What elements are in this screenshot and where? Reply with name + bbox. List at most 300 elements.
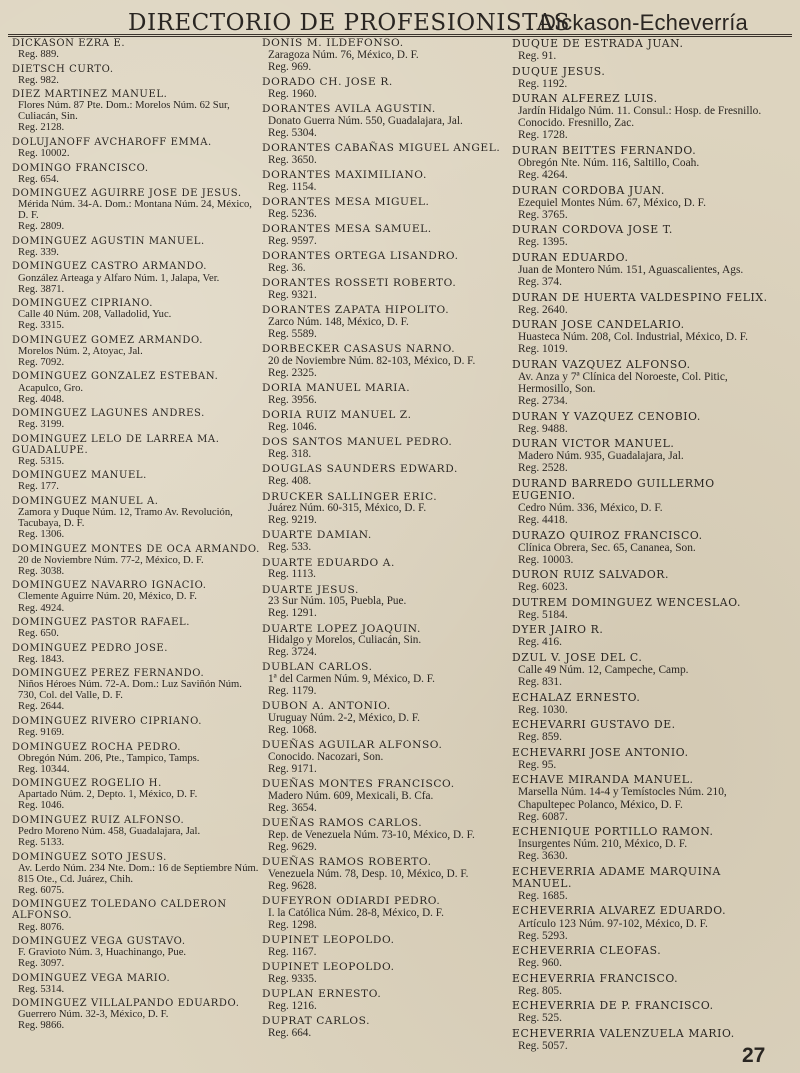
directory-entry: [262, 896, 510, 932]
directory-entry: [262, 989, 510, 1013]
entry-address: Ezequiel Montes Núm. 67, México, D. F.: [518, 196, 706, 209]
entry-address: Niños Héroes Núm. 72-A. Dom.: Luz Saviñón Núm. 730, Col. del Valle, D. F.: [18, 679, 242, 702]
entry-registration: Reg. 374.: [518, 276, 562, 289]
entry-registration: Reg. 2644.: [18, 701, 65, 713]
entry-name: DORIA MANUEL MARIA.: [262, 382, 411, 395]
entry-registration: Reg. 177.: [18, 481, 59, 493]
entry-registration: Reg. 2640.: [518, 303, 568, 316]
directory-entry: [12, 236, 260, 258]
directory-entry: [512, 652, 782, 688]
entry-registration: Reg. 5293.: [518, 929, 568, 942]
entry-name: DOMINGUEZ RIVERO CIPRIANO.: [12, 715, 203, 727]
entry-address: I. la Católica Núm. 28-8, México, D. F.: [268, 906, 444, 919]
entry-registration: Reg. 1154.: [268, 180, 317, 193]
entry-registration: Reg. 3956.: [268, 394, 317, 407]
entry-address: Venezuela Núm. 78, Desp. 10, México, D. F.: [268, 867, 469, 880]
directory-entry: [12, 408, 260, 430]
directory-entry: [262, 464, 510, 488]
directory-entry: [12, 298, 260, 331]
entry-registration: Reg. 654.: [18, 173, 59, 185]
entry-name: ECHENIQUE PORTILLO RAMON.: [512, 825, 714, 839]
directory-entry: [12, 544, 260, 577]
directory-entry: [512, 747, 782, 771]
entry-name: DURON RUIZ SALVADOR.: [512, 568, 670, 582]
entry-name: DORANTES CABAÑAS MIGUEL ANGEL.: [262, 141, 501, 154]
entry-registration: Reg. 9169.: [18, 727, 65, 739]
directory-entry: [12, 163, 260, 185]
entry-registration: Reg. 960.: [518, 957, 562, 970]
entry-registration: Reg. 5133.: [18, 837, 65, 849]
entry-address: Pedro Moreno Núm. 458, Guadalajara, Jal.: [18, 825, 201, 837]
entry-name: DIETSCH CURTO.: [12, 63, 114, 75]
directory-entry: [12, 188, 260, 232]
directory-entry: [512, 359, 782, 407]
entry-name: DORANTES MESA SAMUEL.: [262, 223, 432, 236]
entry-address: Guerrero Núm. 32-3, México, D. F.: [18, 1009, 169, 1021]
entry-address: Marsella Núm. 14-4 y Temístocles Núm. 210, Chapultepec Polanco, México, D. F.: [518, 786, 727, 811]
directory-entry: [512, 597, 782, 621]
entry-name: DUQUE DE ESTRADA JUAN.: [512, 38, 684, 50]
entry-name: DRUCKER SALLINGER ERIC.: [262, 490, 438, 503]
entry-address: Zamora y Duque Núm. 12, Tramo Av. Revolución, Tacubaya, D. F.: [18, 507, 233, 530]
entry-address: Madero Núm. 609, Mexicali, B. Cfa.: [268, 790, 434, 803]
entry-registration: Reg. 1019.: [518, 343, 568, 356]
entry-registration: Reg. 1192.: [518, 77, 568, 90]
directory-entry: [262, 410, 510, 434]
directory-entry: [512, 252, 782, 288]
directory-entry: [12, 716, 260, 738]
entry-registration: Reg. 9321.: [268, 289, 317, 302]
entry-name: DOMINGUEZ ROCHA PEDRO.: [12, 741, 182, 753]
page-header: [0, 4, 800, 34]
entry-address: Rep. de Venezuela Núm. 73-10, México, D. F.: [268, 829, 475, 841]
directory-entry: [512, 1000, 782, 1024]
entry-registration: Reg. 969.: [268, 60, 312, 73]
directory-entry: [12, 89, 260, 133]
directory-entry: [512, 66, 782, 90]
entry-address: González Arteaga y Alfaro Núm. 1, Jalapa, Ver.: [18, 272, 220, 284]
directory-entry: [262, 38, 510, 74]
entry-registration: Reg. 2809.: [18, 221, 65, 233]
entry-registration: Reg. 5314.: [18, 983, 65, 995]
entry-address: Uruguay Núm. 2-2, México, D. F.: [268, 712, 420, 725]
directory-entry: [262, 305, 510, 341]
directory-entry: [262, 818, 510, 854]
entry-registration: Reg. 9629.: [268, 840, 317, 853]
directory-entry: [12, 580, 260, 613]
directory-entry: [262, 224, 510, 248]
directory-entry: [512, 145, 782, 181]
entry-registration: Reg. 339.: [18, 246, 59, 258]
entry-registration: Reg. 1113.: [268, 568, 316, 581]
entry-address: Jardín Hidalgo Núm. 11. Consul.: Hosp. de Fresnillo. Conocido. Fresnillo, Zac.: [518, 105, 762, 130]
directory-entry: [262, 104, 510, 140]
entry-registration: Reg. 3199.: [18, 419, 65, 431]
entry-name: DORANTES ROSSETI ROBERTO.: [262, 277, 457, 290]
directory-entry: [512, 945, 782, 969]
entry-name: DURAN JOSE CANDELARIO.: [512, 318, 685, 332]
entry-registration: Reg. 10003.: [518, 553, 574, 566]
column-3: [512, 38, 782, 1058]
entry-name: DOMINGUEZ LELO DE LARREA MA. GUADALUPE.: [12, 433, 220, 456]
directory-entry: [262, 662, 510, 698]
directory-entry: [262, 344, 510, 380]
entry-address: 1ª del Carmen Núm. 9, México, D. F.: [268, 673, 435, 686]
entry-name: DOMINGO FRANCISCO.: [12, 162, 149, 174]
entry-registration: Reg. 318.: [268, 448, 312, 461]
entry-name: ECHEVARRI GUSTAVO DE.: [512, 718, 676, 732]
entry-name: DUARTE DAMIAN.: [262, 529, 372, 542]
entry-registration: Reg. 831.: [518, 676, 562, 689]
entry-name: DOMINGUEZ ROGELIO H.: [12, 778, 162, 790]
directory-entry: [262, 251, 510, 275]
entry-registration: Reg. 5184.: [518, 608, 568, 621]
entry-name: DORANTES ZAPATA HIPOLITO.: [262, 304, 450, 317]
directory-entry: [512, 185, 782, 221]
entry-registration: Reg. 4924.: [18, 602, 65, 614]
directory-entry: [12, 617, 260, 639]
entry-address: F. Gravioto Núm. 3, Huachinango, Pue.: [18, 947, 187, 959]
entry-registration: Reg. 4048.: [18, 393, 65, 405]
entry-registration: Reg. 650.: [18, 628, 59, 640]
entry-address: Av. Lerdo Núm. 234 Nte. Dom.: 16 de Septiembre Núm. 815 Ote., Cd. Juárez, Chih.: [18, 862, 259, 885]
directory-entry: [262, 962, 510, 986]
directory-entry: [512, 973, 782, 997]
directory-entry: [512, 826, 782, 862]
entry-address: Obregón Núm. 206, Pte., Tampico, Tamps.: [18, 752, 200, 764]
directory-entry: [12, 643, 260, 665]
directory-entry: [262, 530, 510, 554]
entry-registration: Reg. 3097.: [18, 958, 65, 970]
entry-name: DUPINET LEOPOLDO.: [262, 933, 395, 946]
entry-address: Hidalgo y Morelos, Culiacán, Sin.: [268, 634, 422, 647]
column-1: [12, 38, 260, 1058]
directory-entry: [512, 38, 782, 62]
entry-registration: Reg. 1291.: [268, 607, 317, 620]
entry-registration: Reg. 2528.: [518, 462, 568, 475]
entry-address: Huasteca Núm. 208, Col. Industrial, México, D. F.: [518, 331, 749, 344]
entry-registration: Reg. 408.: [268, 475, 312, 488]
entry-address: Mérida Núm. 34-A. Dom.: Montana Núm. 24, México, D. F.: [18, 199, 252, 222]
entry-name: DURAN EDUARDO.: [512, 250, 629, 264]
entry-address: Clínica Obrera, Sec. 65, Cananea, Son.: [518, 541, 696, 554]
entry-name: DOMINGUEZ PEDRO JOSE.: [12, 642, 169, 654]
entry-name: DURAN CORDOBA JUAN.: [512, 183, 665, 197]
entry-name: DONIS M. ILDEFONSO.: [262, 38, 404, 49]
entry-registration: Reg. 8076.: [18, 921, 65, 933]
entry-name: DOMINGUEZ VEGA MARIO.: [12, 972, 171, 984]
header-divider: [8, 34, 792, 37]
entry-name: DZUL V. JOSE DEL C.: [512, 650, 643, 664]
entry-name: DOMINGUEZ MANUEL.: [12, 470, 147, 482]
entry-registration: Reg. 1306.: [18, 529, 65, 541]
entry-name: ECHEVERRIA ADAME MARQUINA MANUEL.: [512, 864, 721, 890]
directory-entry: [262, 437, 510, 461]
entry-name: ECHEVERRIA FRANCISCO.: [512, 971, 679, 985]
entry-registration: Reg. 1960.: [268, 87, 317, 100]
entry-registration: Reg. 9597.: [268, 235, 317, 247]
entry-registration: Reg. 3724.: [268, 646, 317, 659]
entry-name: DURAZO QUIROZ FRANCISCO.: [512, 528, 703, 542]
directory-entry: [12, 38, 260, 60]
directory-entry: [262, 143, 510, 167]
directory-entry: [512, 478, 782, 526]
entry-address: 20 de Noviembre Núm. 77-2, México, D. F.: [18, 554, 204, 566]
entry-registration: Reg. 1046.: [268, 421, 317, 434]
entry-address: Av. Anza y 7ª Clínica del Noroeste, Col. Pitic, Hermosillo, Son.: [518, 370, 728, 395]
entry-address: 20 de Noviembre Núm. 82-103, México, D. F.: [268, 355, 476, 368]
entry-registration: Reg. 2128.: [18, 122, 65, 134]
entry-registration: Reg. 1068.: [268, 724, 317, 737]
entry-registration: Reg. 3654.: [268, 801, 317, 814]
entry-registration: Reg. 5057.: [518, 1039, 568, 1052]
directory-entry: [512, 530, 782, 566]
entry-name: DORBECKER CASASUS NARNO.: [262, 343, 456, 356]
entry-registration: Reg. 1728.: [518, 129, 568, 142]
directory-entry: [262, 740, 510, 776]
entry-name: DORANTES MESA MIGUEL.: [262, 196, 430, 209]
directory-entry: [262, 1016, 510, 1040]
entry-name: DOMINGUEZ RUIZ ALFONSO.: [12, 814, 185, 826]
entry-name: DOMINGUEZ TOLEDANO CALDERON ALFONSO.: [12, 899, 227, 922]
entry-address: Donato Guerra Núm. 550, Guadalajara, Jal.: [268, 114, 463, 127]
directory-entry: [12, 936, 260, 969]
directory-entry: [512, 438, 782, 474]
entry-registration: Reg. 9335.: [268, 972, 317, 985]
entry-name: DYER JAIRO R.: [512, 623, 604, 637]
directory-entry: [512, 774, 782, 822]
entry-registration: Reg. 5589.: [268, 328, 317, 341]
entry-name: DURAND BARREDO GUILLERMO EUGENIO.: [512, 476, 715, 502]
directory-entry: [12, 335, 260, 368]
directory-entry: [12, 852, 260, 896]
entry-name: DUBLAN CARLOS.: [262, 661, 373, 674]
entry-registration: Reg. 1046.: [18, 800, 65, 812]
directory-entry: [12, 778, 260, 811]
column-2: [262, 38, 510, 1058]
entry-name: DUARTE EDUARDO A.: [262, 556, 395, 569]
entry-name: DOMINGUEZ PASTOR RAFAEL.: [12, 617, 191, 629]
entry-name: DOMINGUEZ MONTES DE OCA ARMANDO.: [12, 543, 260, 555]
directory-entry: [262, 779, 510, 815]
entry-registration: Reg. 9488.: [518, 422, 568, 435]
entry-name: DUEÑAS AGUILAR ALFONSO.: [262, 739, 443, 752]
entry-address: Obregón Nte. Núm. 116, Saltillo, Coah.: [518, 157, 700, 170]
directory-entry: [512, 866, 782, 902]
entry-name: DUEÑAS MONTES FRANCISCO.: [262, 778, 455, 791]
entry-name: DOUGLAS SAUNDERS EDWARD.: [262, 463, 458, 476]
directory-entry: [512, 319, 782, 355]
entry-name: DURAN CORDOVA JOSE T.: [512, 223, 673, 237]
entry-registration: Reg. 416.: [518, 636, 562, 649]
entry-name: DUPINET LEOPOLDO.: [262, 961, 395, 973]
entry-name: DUEÑAS RAMOS CARLOS.: [262, 817, 423, 830]
entry-address: Clemente Aguirre Núm. 20, México, D. F.: [18, 591, 197, 603]
entry-registration: Reg. 36.: [268, 262, 306, 275]
entry-registration: Reg. 6075.: [18, 884, 65, 896]
entry-name: DOMINGUEZ SOTO JESUS.: [12, 851, 167, 863]
entry-registration: Reg. 3038.: [18, 565, 65, 577]
entry-address: Conocido. Nacozari, Son.: [268, 751, 384, 764]
entry-registration: Reg. 2325.: [268, 367, 317, 379]
entry-name: DUEÑAS RAMOS ROBERTO.: [262, 856, 432, 869]
entry-address: Juan de Montero Núm. 151, Aguascalientes, Ags.: [518, 263, 744, 276]
entry-address: Zaragoza Núm. 76, México, D. F.: [268, 48, 419, 61]
entry-name: DUBON A. ANTONIO.: [262, 700, 391, 713]
directory-entry: [12, 434, 260, 467]
entry-name: DORIA RUIZ MANUEL Z.: [262, 409, 412, 422]
entry-registration: Reg. 4264.: [518, 169, 568, 182]
entry-name: DOMINGUEZ AGUIRRE JOSE DE JESUS.: [12, 188, 242, 200]
directory-entry: [512, 569, 782, 593]
directory-entry: [262, 170, 510, 194]
entry-registration: Reg. 525.: [518, 1012, 562, 1025]
entry-name: DOMINGUEZ NAVARRO IGNACIO.: [12, 580, 207, 592]
entry-name: DORANTES ORTEGA LISANDRO.: [262, 250, 459, 263]
entry-name: ECHAVE MIRANDA MANUEL.: [512, 773, 694, 787]
entry-name: DURAN VAZQUEZ ALFONSO.: [512, 357, 691, 371]
entry-registration: Reg. 3630.: [518, 850, 568, 863]
directory-entry: [262, 857, 510, 893]
directory-entry: [12, 137, 260, 159]
entry-name: DOMINGUEZ CASTRO ARMANDO.: [12, 261, 208, 273]
entry-registration: Reg. 9171.: [268, 763, 317, 775]
entry-name: DUTREM DOMINGUEZ WENCESLAO.: [512, 595, 742, 609]
directory-entry: [262, 701, 510, 737]
entry-name: DUPRAT CARLOS.: [262, 1015, 371, 1028]
entry-registration: Reg. 1685.: [518, 889, 568, 902]
entry-name: DICKASON EZRA E.: [12, 38, 126, 49]
entry-name: DOLUJANOFF AVCHAROFF EMMA.: [12, 136, 212, 148]
directory-entry: [12, 261, 260, 294]
entry-address: Artículo 123 Núm. 97-102, México, D. F.: [518, 917, 708, 930]
entry-registration: Reg. 1030.: [518, 703, 568, 716]
entry-registration: Reg. 9866.: [18, 1020, 65, 1032]
entry-name: DURAN VICTOR MANUEL.: [512, 437, 675, 451]
entry-name: DOMINGUEZ GONZALEZ ESTEBAN.: [12, 371, 219, 383]
entry-registration: Reg. 805.: [518, 984, 562, 997]
entry-address: 23 Sur Núm. 105, Puebla, Pue.: [268, 595, 407, 608]
directory-entry: [512, 292, 782, 316]
entry-address: Cedro Núm. 336, México, D. F.: [518, 501, 663, 514]
entry-name: DUPLAN ERNESTO.: [262, 988, 382, 1001]
directory-entry: [262, 197, 510, 221]
entry-name: DUARTE LOPEZ JOAQUIN.: [262, 622, 421, 635]
entry-registration: Reg. 3315.: [18, 320, 65, 332]
entry-registration: Reg. 1298.: [268, 918, 317, 931]
entry-registration: Reg. 1167.: [268, 945, 317, 958]
entry-registration: Reg. 6087.: [518, 810, 568, 823]
entry-name: ECHEVERRIA VALENZUELA MARIO.: [512, 1026, 735, 1040]
directory-entry: [512, 411, 782, 435]
entry-name: DURAN ALFEREZ LUIS.: [512, 92, 658, 106]
entry-registration: Reg. 10002.: [18, 148, 70, 160]
directory-entry: [12, 668, 260, 712]
entry-address: Flores Núm. 87 Pte. Dom.: Morelos Núm. 62 Sur, Culiacán, Sin.: [18, 100, 230, 123]
entry-address: Morelos Núm. 2, Atoyac, Jal.: [18, 345, 143, 357]
entry-name: DUARTE JESUS.: [262, 583, 359, 596]
entry-address: Acapulco, Gro.: [18, 382, 84, 394]
entry-registration: Reg. 7092.: [18, 356, 65, 368]
entry-registration: Reg. 5236.: [268, 207, 317, 220]
entry-address: Zarco Núm. 148, México, D. F.: [268, 316, 409, 329]
entry-address: Juárez Núm. 60-315, México, D. F.: [268, 502, 427, 515]
directory-entry: [12, 371, 260, 404]
entry-registration: Reg. 533.: [268, 541, 312, 554]
directory-entry: [262, 492, 510, 528]
entry-name: DOMINGUEZ MANUEL A.: [12, 495, 159, 507]
entry-registration: Reg. 1179.: [268, 685, 317, 698]
entry-registration: Reg. 4418.: [518, 514, 568, 527]
entry-registration: Reg. 9628.: [268, 879, 317, 892]
entry-registration: Reg. 3871.: [18, 283, 65, 295]
entry-name: ECHALAZ ERNESTO.: [512, 690, 641, 704]
entry-registration: Reg. 3765.: [518, 208, 568, 221]
directory-entry: [512, 93, 782, 141]
entry-registration: Reg. 91.: [518, 50, 557, 63]
directory-entry: [512, 719, 782, 743]
entry-name: DOS SANTOS MANUEL PEDRO.: [262, 436, 453, 449]
directory-entry: [262, 624, 510, 660]
entry-registration: Reg. 982.: [18, 74, 59, 86]
directory-entry: [512, 905, 782, 941]
directory-entry: [262, 77, 510, 101]
page-title: DIRECTORIO DE PROFESIONISTAS: [128, 10, 571, 36]
entry-name: DURAN BEITTES FERNANDO.: [512, 143, 697, 157]
entry-registration: Reg. 889.: [18, 49, 59, 61]
directory-entry: [12, 496, 260, 540]
entry-name: ECHEVERRIA DE P. FRANCISCO.: [512, 999, 714, 1013]
directory-entry: [512, 692, 782, 716]
entry-registration: Reg. 6023.: [518, 581, 568, 594]
name-range: Dickason-Echeverría: [540, 10, 748, 35]
entry-registration: Reg. 5315.: [18, 455, 65, 467]
directory-entry: [262, 558, 510, 582]
entry-name: DUQUE JESUS.: [512, 64, 606, 78]
entry-registration: Reg. 664.: [268, 1027, 312, 1039]
entry-address: Insurgentes Núm. 210, México, D. F.: [518, 838, 688, 851]
entry-name: DOMINGUEZ CIPRIANO.: [12, 298, 153, 310]
directory-entry: [12, 973, 260, 995]
entry-name: DORADO CH. JOSE R.: [262, 75, 393, 88]
directory-entry: [12, 899, 260, 932]
entry-address: Apartado Núm. 2, Depto. 1, México, D. F.: [18, 789, 198, 801]
entry-name: ECHEVARRI JOSE ANTONIO.: [512, 745, 689, 759]
entry-registration: Reg. 1843.: [18, 653, 65, 665]
directory-entry: [12, 742, 260, 775]
entry-registration: Reg. 2734.: [518, 395, 568, 408]
entry-name: DURAN Y VAZQUEZ CENOBIO.: [512, 409, 701, 423]
directory-entry: [12, 470, 260, 492]
entry-address: Calle 40 Núm. 208, Valladolid, Yuc.: [18, 309, 172, 321]
entry-registration: Reg. 1395.: [518, 236, 568, 249]
directory-entry: [512, 624, 782, 648]
directory-entry: [512, 224, 782, 248]
directory-entry: [12, 64, 260, 86]
directory-entry: [12, 815, 260, 848]
entry-registration: Reg. 3650.: [268, 153, 317, 166]
entry-registration: Reg. 1216.: [268, 999, 317, 1012]
entry-name: DOMINGUEZ VILLALPANDO EDUARDO.: [12, 998, 240, 1010]
page-number: 27: [742, 1044, 766, 1067]
entry-address: Madero Núm. 935, Guadalajara, Jal.: [518, 450, 684, 463]
directory-entry: [12, 998, 260, 1031]
entry-name: DOMINGUEZ VEGA GUSTAVO.: [12, 936, 186, 947]
directory-entry: [262, 278, 510, 302]
directory-entry: [262, 383, 510, 407]
directory-entry: [262, 935, 510, 959]
entry-name: DUFEYRON ODIARDI PEDRO.: [262, 895, 441, 907]
